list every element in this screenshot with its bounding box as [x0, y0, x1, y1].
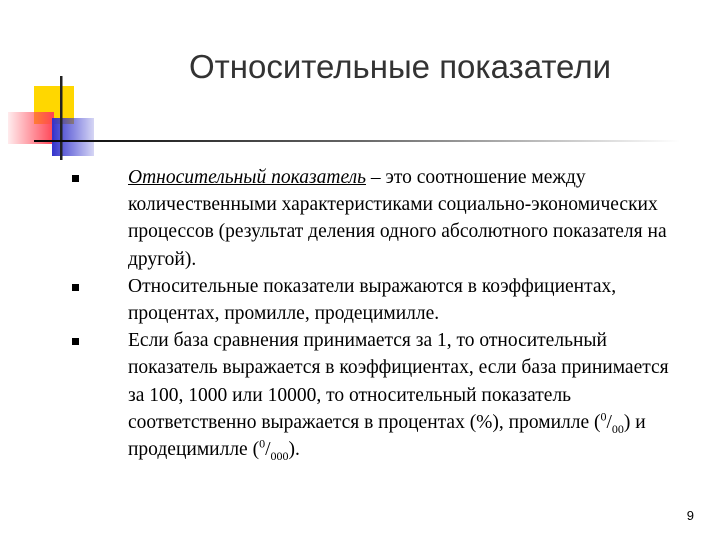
base-text: Если база сравнения принимается за 1, то относительный показатель выражается в коэффициентах, если база принимается за 100, 1000 или 10000, то относительный показатель соответственно выражается в процентах (%), промилле (: [128, 330, 669, 433]
red-square: [8, 112, 54, 144]
horizontal-line: [34, 140, 680, 142]
bullet-item-base: Если база сравнения принимается за 1, то относительный показатель выражается в коэффициентах, если база принимается за 100, 1000 или 10000, то относительный показатель соответственно выражается в процентах (%), промилле $(^0/_{00})$ и продецимилле $(^0/_{000})$.: [62, 327, 682, 463]
bullet-item-definition: [62, 164, 682, 273]
vertical-line: [60, 76, 63, 160]
page-number: 9: [686, 508, 694, 523]
permille-sup: 0: [600, 409, 607, 424]
permille-sub: 00: [611, 421, 624, 436]
perdecimille-sub: 000: [270, 448, 289, 463]
units-text: Относительные показатели выражаются в коэффициентах, процентах, промилле, продецимилле.: [128, 275, 617, 325]
bullet-item-units: [62, 273, 682, 327]
blue-square: [52, 118, 94, 156]
definition-text: – это соотношение между количественными характеристиками социально-экономических процессов (результат деления одного абсолютного показателя на другой).: [128, 167, 667, 270]
slide-title: Относительные показатели: [188, 48, 612, 85]
defined-term: Относительный показатель: [128, 167, 366, 188]
base-mid-text: ) и продецимилле (: [128, 411, 646, 461]
base-end-text: ).: [288, 439, 300, 461]
square-bullet-icon: [72, 175, 79, 182]
perdecimille-sup: 0: [259, 436, 266, 451]
bullet-list: [62, 164, 682, 463]
square-bullet-icon: [72, 338, 79, 345]
square-bullet-icon: [72, 284, 79, 291]
